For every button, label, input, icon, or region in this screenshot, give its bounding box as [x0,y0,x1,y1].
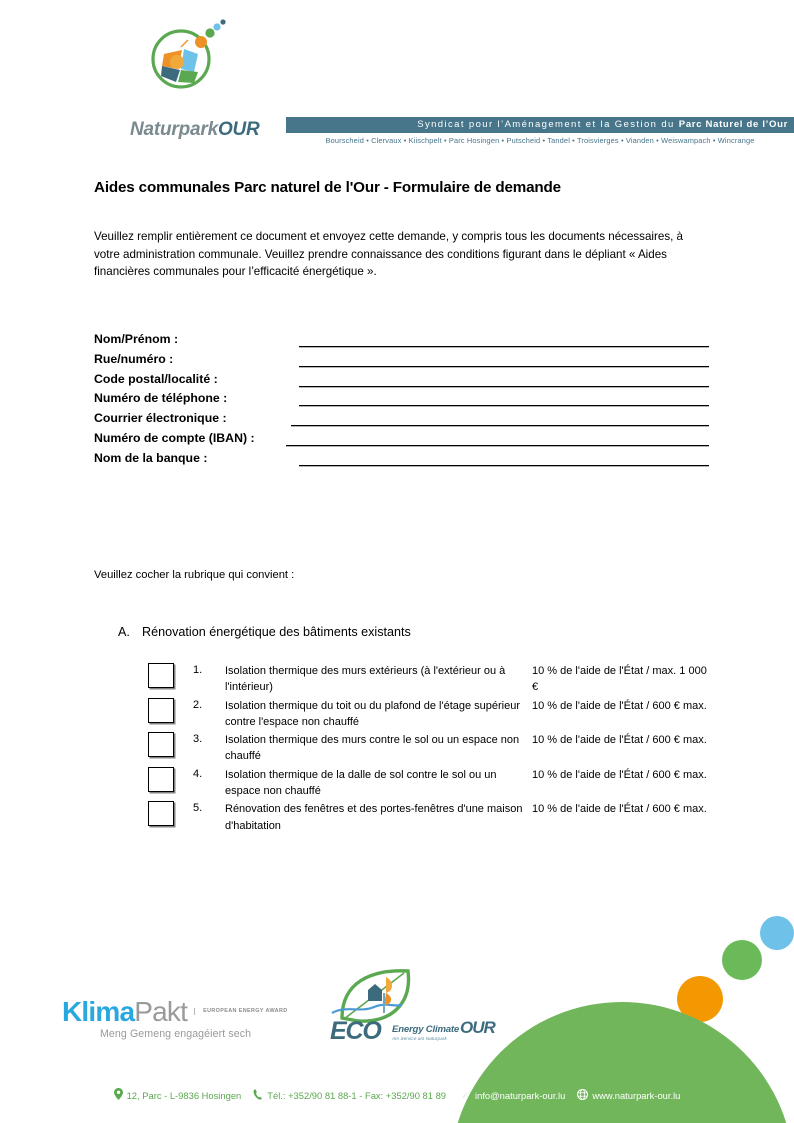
subsidy-checklist [148,661,708,834]
applicant-fields [94,332,709,471]
checklist-number: 1. [193,664,203,676]
page-title: Aides communales Parc naturel de l'Our - Formulaire de demande [94,179,561,196]
municipalities-list: Bourscheid • Clervaux • Kiischpelt • Parc Hosingen • Putscheid • Tandel • Troisvierges • Vianden • Weiswampach • Wincrange [325,136,755,145]
naturpark-emblem-icon [148,14,228,94]
field-input-line[interactable] [291,425,709,426]
globe-icon [577,1089,588,1102]
checklist-amount: 10 % de l'aide de l'État / 600 € max. [532,699,707,712]
decor-dot-blue [760,916,794,950]
contact-email-text: info@naturpark-our.lu [475,1089,566,1101]
checklist-description: Isolation thermique des murs extérieurs (à l'extérieur ou à l'intérieur) [225,665,506,694]
checklist-row [148,799,708,834]
checkbox-item-3[interactable] [148,732,174,757]
contact-address-text: 12, Parc - L-9836 Hosingen [126,1089,242,1101]
field-input-line[interactable] [286,445,709,446]
check-instruction: Veuillez cocher la rubrique qui convient : [94,569,295,581]
field-input-line[interactable] [299,346,709,347]
contact-phone [253,1089,446,1102]
checklist-amount: 10 % de l'aide de l'État / 600 € max. [532,768,707,781]
field-label: Nom de la banque : [94,450,208,465]
checkbox-cell [148,765,193,800]
checklist-number: 4. [193,767,203,780]
eco-our-wordmark: OUR [460,1018,495,1037]
checkbox-cell [148,799,193,834]
section-a-letter: A. [118,625,130,639]
checklist-row [148,730,708,765]
page-header [0,0,794,152]
field-label: Numéro de compte (IBAN) : [94,430,255,445]
field-label: Numéro de téléphone : [94,391,228,406]
checklist-number: 5. [193,802,203,815]
email-paperplane-icon [458,1090,471,1101]
klimapakt-logo [62,997,288,1040]
logo-wordmark-our: OUR [217,119,260,140]
field-label: Nom/Prénom : [94,332,179,346]
field-input-line[interactable] [299,386,709,387]
contact-address [114,1088,242,1102]
field-row [94,372,709,392]
checklist-amount: 10 % de l'aide de l'État / 600 € max. [532,734,707,747]
contact-website[interactable] [577,1089,680,1102]
checklist-description: Rénovation des fenêtres et des portes-fenêtres d'une maison d'habitation [225,803,523,832]
checklist-number: 3. [193,733,203,746]
eco-tagline: Energy Climate [392,1024,460,1035]
checklist-row [148,661,708,696]
checklist-number: 2. [193,698,203,711]
location-pin-icon [114,1088,123,1102]
field-row [94,391,709,411]
checkbox-cell [148,730,193,765]
naturpark-our-logo [130,14,305,139]
eco-tagline-group [392,1019,459,1041]
klimapakt-wordmark [62,997,288,1027]
header-banner [286,117,794,133]
klimapakt-slogan: Meng Gemeng engagéiert sech [100,1028,252,1040]
section-a-heading [118,625,411,639]
logo-wordmark [130,119,260,141]
contact-phone-text: Tél.: +352/90 81 88-1 - Fax: +352/90 81 89 [267,1089,447,1101]
banner-prefix: Syndicat pour l’Aménagement et la Gestion du [417,119,679,130]
field-row [94,352,709,372]
intro-paragraph: Veuillez remplir entièrement ce document et envoyez cette demande, y compris tous les documents nécessaires, à votre administration communale. Veuillez prendre connaissance des conditions figurant dans le dépliant « Aides financières communales pour l’efficacité énergétique ». [94,230,683,278]
field-row [94,411,709,431]
checkbox-item-5[interactable] [148,801,174,826]
field-row [94,431,709,451]
field-input-line[interactable] [299,366,709,367]
field-input-line[interactable] [299,405,709,406]
eco-our-logo [330,963,505,1043]
decor-dot-green [722,940,762,980]
checklist-row [148,696,708,731]
field-row [94,451,709,471]
phone-icon [253,1089,263,1102]
contact-website-text: www.naturpark-our.lu [592,1089,681,1101]
field-label: Courrier électronique : [94,411,227,426]
logo-wordmark-naturpark: Naturpark [130,119,218,140]
checklist-row [148,765,708,800]
checkbox-item-2[interactable] [148,698,174,723]
klimapakt-klima: Klima [62,996,135,1027]
checkbox-cell [148,661,193,696]
klimapakt-pakt: Pakt [134,996,188,1027]
checklist-description: Isolation thermique des murs contre le sol ou un espace non chauffé [225,734,520,763]
european-energy-award-label: EUROPEAN ENERGY AWARD [194,1008,287,1015]
field-row [94,332,709,352]
section-a-title: Rénovation énergétique des bâtiments existants [142,625,411,639]
checklist-amount: 10 % de l'aide de l'État / max. 1 000 € [532,665,707,694]
header-banner-text [286,117,794,133]
checkbox-item-4[interactable] [148,767,174,792]
eco-wordmark: ECO [330,1017,381,1045]
checklist-description: Isolation thermique de la dalle de sol contre le sol ou un espace non chauffé [225,768,497,798]
checklist-amount: 10 % de l'aide de l'État / 600 € max. [532,803,707,816]
checklist-description: Isolation thermique du toit ou du plafond de l'étage supérieur contre l'espace non chauffé [225,699,521,728]
checkbox-cell [148,696,193,731]
field-label: Code postal/localité : [94,371,218,386]
contact-email[interactable] [458,1090,565,1101]
footer-contact-bar [0,1084,794,1106]
checkbox-item-1[interactable] [148,663,174,688]
eco-subtagline: Am Service am Naturpark [392,1036,447,1041]
field-label: Rue/numéro : [94,351,174,366]
banner-bold: Parc Naturel de l’Our [678,119,788,130]
field-input-line[interactable] [299,465,709,466]
